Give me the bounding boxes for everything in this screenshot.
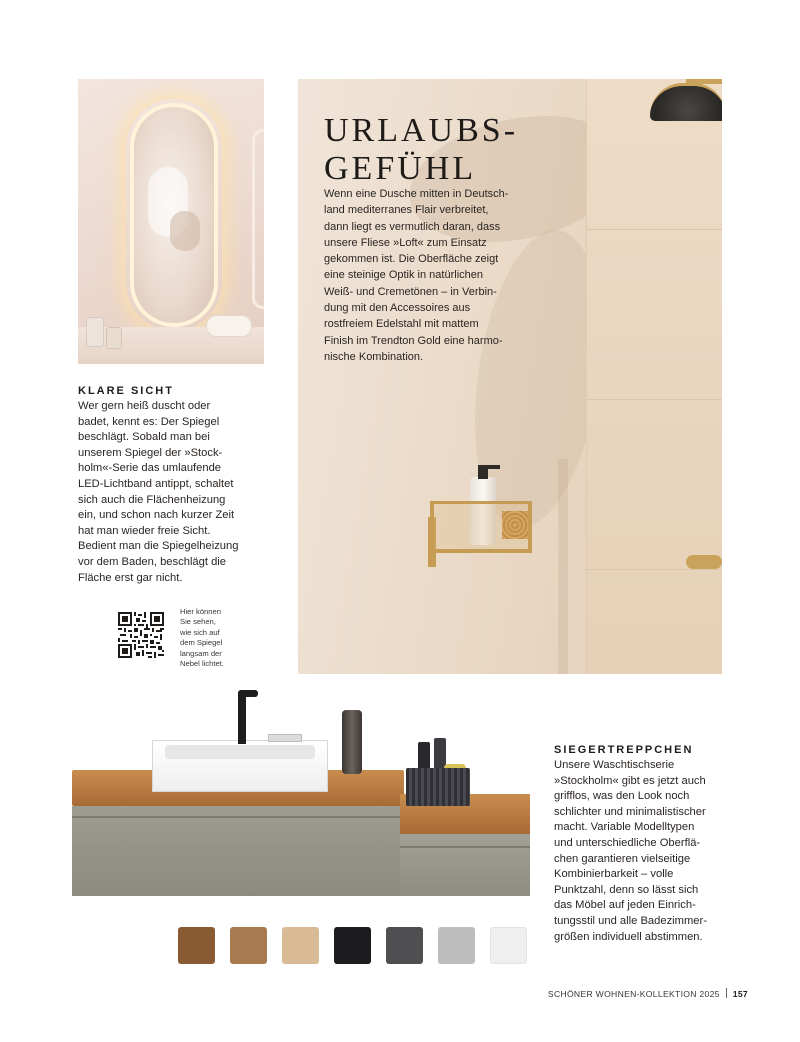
page-footer	[548, 988, 748, 999]
body-line: unserem Spiegel der »Stock-	[78, 446, 223, 459]
pipe-shadow	[558, 459, 568, 674]
finish-swatch	[334, 927, 371, 964]
dispenser-spout	[486, 465, 500, 469]
side-cabinet	[400, 834, 530, 896]
headline-line: URLAUBS-	[324, 112, 519, 149]
section-title: KLARE SICHT	[78, 385, 174, 397]
intro-line: land mediterranes Flair verbreitet,	[324, 204, 489, 217]
body-line: ein, und schon nach kurzer Zeit	[78, 509, 235, 522]
klare-sicht-section	[78, 385, 268, 586]
basin-bowl	[165, 745, 315, 759]
body-line: Fläche erst gar nicht.	[78, 571, 183, 584]
folded-towel	[206, 315, 252, 337]
cosmetic-jar	[106, 327, 122, 349]
drawer-groove	[72, 816, 404, 818]
intro-line: gekommen ist. Die Oberfläche zeigt	[324, 253, 499, 266]
headline-line: GEFÜHL	[324, 150, 477, 187]
caption-line: Sie sehen,	[180, 617, 216, 627]
body-line: macht. Variable Modelltypen	[554, 821, 695, 834]
article-intro	[324, 186, 524, 365]
body-line: schlichter und minimalistischer	[554, 805, 706, 818]
intro-line: Wenn eine Dusche mitten in Deutsch-	[324, 188, 509, 200]
publication-name: SCHÖNER WOHNEN-KOLLEKTION 2025	[547, 989, 720, 999]
intro-line: Finish im Trendton Gold eine harmo-	[324, 334, 503, 347]
intro-line: nische Kombination.	[324, 350, 424, 363]
qr-code[interactable]	[118, 612, 164, 658]
qr-caption	[180, 607, 224, 669]
body-line: und unterschiedliche Oberflä-	[554, 836, 701, 849]
finish-swatch	[438, 927, 475, 964]
tiled-wall	[586, 79, 722, 674]
caption-line: langsam der	[180, 648, 222, 658]
finish-swatch	[490, 927, 527, 964]
body-line: grifflos, was den Look noch	[554, 790, 690, 803]
intro-line: eine steinige Optik in natürlichen	[324, 269, 483, 282]
body-line: tungsstil und alle Badezimmer-	[554, 914, 707, 927]
body-line: größen individuell abstimmen.	[554, 930, 703, 943]
intro-line: unsere Fliese »Loft« zum Einsatz	[324, 236, 487, 249]
gold-valve	[686, 555, 722, 569]
second-mirror-edge	[252, 129, 264, 309]
article-headline	[324, 112, 554, 188]
body-line: LED-Lichtband antippt, schaltet	[78, 477, 234, 490]
intro-line: dann liegt es vermutlich daran, dass	[324, 220, 501, 233]
section-body	[78, 399, 268, 586]
body-line: hat man wieder freie Sicht.	[78, 524, 211, 537]
intro-line: rostfreiem Edelstahl mit mattem	[324, 318, 479, 331]
finish-swatch	[230, 927, 267, 964]
finish-swatch	[386, 927, 423, 964]
drawer-groove	[400, 846, 530, 848]
caption-line: wie sich auf	[180, 627, 220, 637]
body-line: Bedient man die Spiegelheizung	[78, 540, 239, 553]
body-line: holm«-Serie das umlaufende	[78, 462, 222, 475]
body-line: beschlägt. Sobald man bei	[78, 431, 210, 444]
body-line: das Möbel auf jeden Einrich-	[554, 899, 696, 912]
mirror-photo	[78, 79, 264, 364]
body-line: Kombinierbarkeit – volle	[554, 868, 674, 881]
finish-swatch	[178, 927, 215, 964]
page-number: 157	[732, 989, 748, 999]
oval-mirror	[130, 103, 218, 327]
caption-line: dem Spiegel	[180, 638, 223, 648]
body-line: sich auch die Flächenheizung	[78, 493, 226, 506]
tile-joint	[586, 399, 722, 400]
body-line: badet, kennt es: Der Spiegel	[78, 415, 220, 428]
body-line: Wer gern heiß duscht oder	[78, 400, 211, 412]
caption-line: Hier können	[180, 607, 221, 616]
storage-basket	[406, 768, 470, 806]
mirror-reflection	[170, 211, 200, 251]
body-line: vor dem Baden, beschlägt die	[78, 555, 227, 568]
cosmetic-jar	[86, 317, 104, 347]
faucet-spout	[238, 690, 258, 697]
dark-vase	[342, 710, 362, 774]
tile-joint	[586, 569, 722, 570]
footer-divider	[726, 988, 727, 998]
section-body	[554, 758, 754, 945]
section-title: SIEGERTREPPCHEN	[554, 744, 694, 756]
tile-joint	[586, 229, 722, 230]
siegertreppchen-section	[554, 744, 754, 945]
body-line: chen garantieren vielseitige	[554, 852, 691, 865]
black-faucet	[238, 694, 246, 744]
body-line: Unsere Waschtischserie	[554, 759, 675, 771]
body-line: »Stockholm« gibt es jetzt auch	[554, 774, 706, 787]
vanity-photo	[70, 680, 540, 900]
intro-line: Weiß- und Cremetönen – in Verbin-	[324, 285, 497, 298]
gold-shower-basket	[430, 501, 532, 553]
caption-line: Nebel lichtet.	[180, 659, 224, 669]
finish-swatch	[282, 927, 319, 964]
vanity-cabinet	[72, 806, 404, 896]
soap-dish	[268, 734, 302, 742]
washbasin	[152, 740, 328, 792]
body-line: Punktzahl, denn so lässt sich	[554, 883, 699, 896]
intro-line: dung mit den Accessoires aus	[324, 302, 471, 315]
